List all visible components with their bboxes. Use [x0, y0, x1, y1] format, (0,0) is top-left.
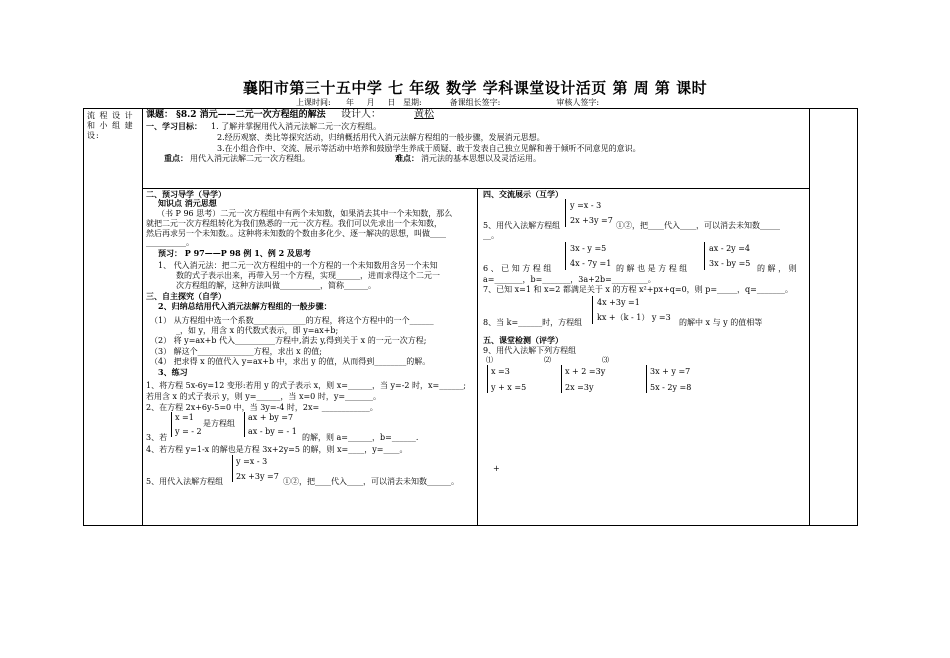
q9-eq-4: 2x =3y [565, 383, 594, 392]
practice-title: 3、练习 [158, 367, 188, 377]
q8-suffix: 的解中 x 与 y 的值相等 [679, 318, 763, 327]
left-column-divider [142, 109, 143, 525]
brace [487, 365, 488, 393]
goal-2: 2.经历观察、类比等探究活动，归纳概括用代入消元法解方程组的一般步骤，发展消元思想。 [217, 133, 545, 142]
q9: 9、用代入法解下列方程组 [483, 346, 577, 355]
sub-info: 上课时间: 年 月 日 星期: 备课组长签字: 审核人签字: [296, 98, 600, 107]
step-3: （3） 解这个______________方程，求出 x 的值; [150, 347, 322, 356]
q6-eq-4: 3x - by =5 [709, 259, 751, 268]
q6-eq-1: 3x - y =5 [570, 244, 607, 253]
practice-5-prefix: 5、用代入法解方程组 [146, 477, 224, 486]
difficulty-text: 消元法的基本思想以及灵活运用。 [421, 154, 541, 163]
goal-1: 1. 了解并掌握用代入消元法解二元一次方程组。 [211, 122, 382, 131]
practice-2: 2、在方程 2x+6y-5=0 中，当 3y=-4 时，2x= ____________。 [146, 403, 378, 412]
goal-3: 3.在小组合作中、交流、展示等活动中培养和鼓励学生养成于质疑、敢于发表自己独立见解和善于倾听不同意见的意识。 [217, 144, 641, 153]
practice-4: 4、若方程 y=1-x 的解也是方程 3x+2y=5 的解，则 x=____，y=____。 [146, 445, 408, 454]
step-4: （4） 把求得 x 的值代入 y=ax+b 中，求出 y 的值，从而得到________的解。 [150, 357, 431, 366]
p3-eq-4: ax - by = - 1 [248, 427, 297, 436]
section-explore-title: 三、自主探究（自学） [146, 291, 226, 301]
designer-label: 设计人： [341, 109, 381, 120]
substitution-def-1: 1、 代入消元法：把二元一次方程组中的一个方程的一个未知数用含另一个未知 [158, 261, 438, 270]
q9-label-1: ⑴ [486, 356, 493, 364]
kp-text-3: 然后再求另一个未知数。。这种将未知数的个数由多化少、逐一解决的思想，叫做____ [146, 229, 446, 238]
p5-eq-2: 2x +3y =7 [236, 472, 279, 481]
plus-mark: + [493, 464, 500, 473]
p5-eq-1: y =x - 3 [236, 457, 268, 466]
steps-title: 2、归纳总结用代入消元法解方程组的一般步骤： [158, 301, 332, 311]
practice-1b: 若用含 x 的式子表示 y，则 y=______，当 x=0 时，y=_______。 [146, 392, 382, 401]
q6-prefix: 6 、 已 知 方 程 组 [483, 264, 552, 273]
q6-eq-3: ax - 2y =4 [709, 244, 751, 253]
q9-label-2: ⑵ [544, 356, 551, 364]
section-preview-title: 二、预习导学（导学） [146, 189, 226, 199]
brace [646, 365, 647, 393]
q8-eq-1: 4x +3y =1 [597, 298, 640, 307]
preview-pages: 预习： P 97——P 98 例 1、例 2 及思考 [158, 248, 311, 258]
middle-divider [477, 188, 478, 525]
q9-eq-5: 3x + y =7 [650, 367, 691, 376]
q9-eq-3: x + 2 =3y [565, 367, 606, 376]
right-column-divider [809, 109, 810, 525]
page-title: 襄阳市第三十五中学 七 年级 数学 学科课堂设计活页 第 周 第 课时 [242, 79, 708, 97]
brace [565, 242, 566, 270]
q9-eq-6: 5x - 2y =8 [650, 383, 692, 392]
lesson-title: 课题： §8.2 消元——二元一次方程组的解法 [146, 110, 326, 120]
step-1: （1） 从方程组中选一个系数_____________的方程，将这个方程中的一个______ [150, 316, 434, 325]
q9-label-3: ⑶ [602, 356, 609, 364]
practice-1: 1、将方程 5x-6y=12 变形:若用 y 的式子表示 x，则 x=______，当 y=-2 时，x=______; [146, 381, 466, 390]
substitution-def-3: 次方程组的解，这种方法叫做__________，简称______。 [176, 281, 376, 290]
step-2: （2） 将 y=ax+b 代入__________方程中,消去 y,得到关于 x 的一元一次方程; [150, 336, 427, 345]
q9-eq-1: x =3 [491, 367, 510, 376]
brace [171, 412, 172, 437]
worksheet-table [83, 108, 858, 526]
kp-text-4: __________。 [146, 238, 194, 247]
practice-3-suffix: 的解，则 a=______，b=______. [302, 433, 419, 442]
difficulty-label: 难点： [395, 153, 419, 163]
p3-eq-3: ax + by =7 [248, 413, 294, 422]
p3-eq-2: y = - 2 [175, 427, 202, 436]
q6-mid: 的 解 也 是 方 程 组 [616, 264, 688, 273]
kp-text-2: 就把二元一次方程组转化为我们熟悉的一元一次方程。我们可以先求出一个未知数， [146, 219, 442, 228]
substitution-def-2: 数的式子表示出来，再带入另一个方程，实现______，进而求得这个二元一 [176, 271, 440, 280]
goal-title: 一、学习目标： [146, 121, 202, 131]
key-label: 重点： [164, 153, 188, 163]
q5-eq-1: y =x - 3 [570, 201, 602, 210]
knowledge-point: 知识点 消元思想 [158, 198, 217, 208]
brace [244, 412, 245, 437]
practice-3-prefix: 3、若 [146, 433, 168, 442]
top-section-divider [142, 188, 809, 189]
practice-5-suffix: ①②，把____代入____，可以消去未知数______。 [283, 477, 459, 486]
process-label: 流 程 设 计 和 小 组 建 设: [87, 111, 134, 140]
q6-line-2: a=_______，b=_______，3a+2b=_________。 [483, 275, 656, 284]
q5-suffix: ①②，把____代入____，可以消去未知数_____ [616, 221, 780, 230]
kp-text-1: （书 P 96 思考）二元一次方程组中有两个未知数，如果消去其中一个未知数，那么 [157, 209, 453, 218]
q9-eq-2: y + x =5 [491, 383, 527, 392]
q7: 7、已知 x=1 和 x=2 都满足关于 x 的方程 x²+px+q=0，则 p=_____，q=_______。 [483, 285, 793, 294]
section-test-title: 五、课堂检测（评学） [483, 335, 563, 345]
q8-eq-2: kx +（k - 1） y =3 [597, 313, 671, 322]
section-exchange-title: 四、交流展示（互学） [483, 189, 563, 199]
q8-prefix: 8、当 k=______时，方程组 [483, 318, 583, 327]
brace [561, 365, 562, 393]
q5-tail: __。 [483, 231, 499, 240]
brace [565, 199, 566, 227]
q5-prefix: 5、用代入法解方程组 [483, 221, 561, 230]
key-text: 用代入消元法解二元一次方程组。 [190, 154, 310, 163]
q6-suffix: 的 解 ， 则 [757, 264, 797, 273]
q5-eq-2: 2x +3y =7 [570, 216, 613, 225]
brace [592, 296, 593, 324]
brace [704, 242, 705, 270]
q6-eq-2: 4x - 7y =1 [570, 259, 612, 268]
step-1b: _，如 y，用含 x 的代数式表示，即 y=ax+b; [176, 326, 339, 335]
practice-3-mid: 是方程组 [203, 419, 235, 428]
brace [232, 455, 233, 482]
designer-name: 黄松 [414, 109, 434, 120]
p3-eq-1: x =1 [175, 413, 194, 422]
